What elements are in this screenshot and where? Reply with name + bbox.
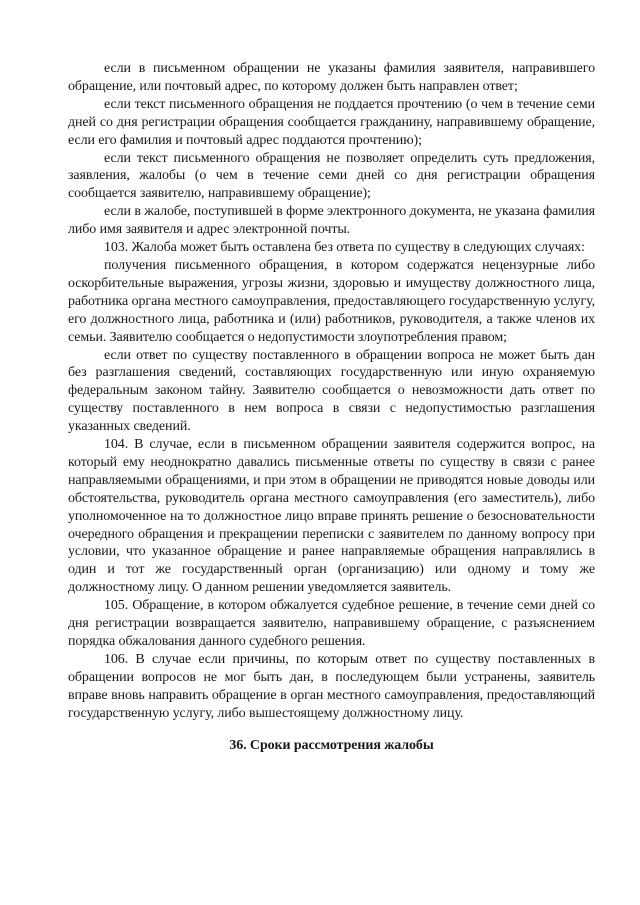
document-page bbox=[68, 60, 595, 754]
paragraph-missing-applicant-name: если в письменном обращении не указаны фамилия заявителя, направившего обращение, или почтовый адрес, по которому должен быть направлен ответ; bbox=[68, 61, 595, 94]
paragraph-state-secret: если ответ по существу поставленного в обращении вопроса не может быть дан без разглашения сведений, составляющих государственную или иную охраняемую федеральным законом тайну. Заявителю сообщается о невозможности дать ответ по существу поставленного в нем вопроса в связи с недопустимостью разглашения указанных сведений. bbox=[68, 347, 595, 435]
paragraph-105: 105. Обращение, в котором обжалуется судебное решение, в течение семи дней со дня регистрации возвращается заявителю, направившему обращение, с разъяснением порядка обжалования данного судебного решения. bbox=[68, 598, 595, 649]
paragraph-103: 103. Жалоба может быть оставлена без ответа по существу в следующих случаях: bbox=[104, 240, 585, 256]
paragraph-electronic-complaint: если в жалобе, поступившей в форме электронного документа, не указана фамилия либо имя заявителя и адрес электронной почты. bbox=[68, 204, 595, 238]
paragraph-obscene-content: получения письменного обращения, в котором содержатся нецензурные либо оскорбительные выражения, угрозы жизни, здоровью и имуществу должностного лица, работника органа местного самоуправления, предоставляющего государственную услугу, его должностного лица, работника и (или) работников, руководителя, а также членов их семьи. Заявителю сообщается о недопустимости злоупотребления правом; bbox=[68, 257, 595, 345]
section-heading: 36. Сроки рассмотрения жалобы bbox=[229, 737, 434, 753]
paragraph-unclear-essence: если текст письменного обращения не позволяет определить суть предложения, заявления, жалобы (о чем в течение семи дней со дня регистрации обращения сообщается заявителю, направившему обращение); bbox=[68, 150, 595, 202]
paragraph-unreadable-text: если текст письменного обращения не поддается прочтению (о чем в течение семи дней со дня регистрации обращения сообщается гражданину, направившему обращение, если его фамилия и почтовый адрес поддаются прочтению); bbox=[68, 96, 595, 148]
paragraph-104: 104. В случае, если в письменном обращении заявителя содержится вопрос, на который ему неоднократно давались письменные ответы по существу в связи с ранее направляемыми обращениями, и при этом в обращении не приводятся новые доводы или обстоятельства, руководитель органа местного самоуправления (его заместитель), либо уполномоченное на то должностное лицо вправе принять решение о безосновательности очередного обращения и прекращении переписки с заявителем по данному вопросу при условии, что указанное обращение и ранее направляемые обращения направлялись в один и тот же государственный орган (организацию) или одному и тому же должностному лицу. О данном решении уведомляется заявитель. bbox=[68, 437, 595, 596]
paragraph-106: 106. В случае если причины, по которым ответ по существу поставленных в обращении вопросов не мог быть дан, в последующем были устранены, заявитель вправе вновь направить обращение в орган местного самоуправления, предоставляющий государственную услугу, либо вышестоящему должностному лицу. bbox=[68, 651, 595, 721]
